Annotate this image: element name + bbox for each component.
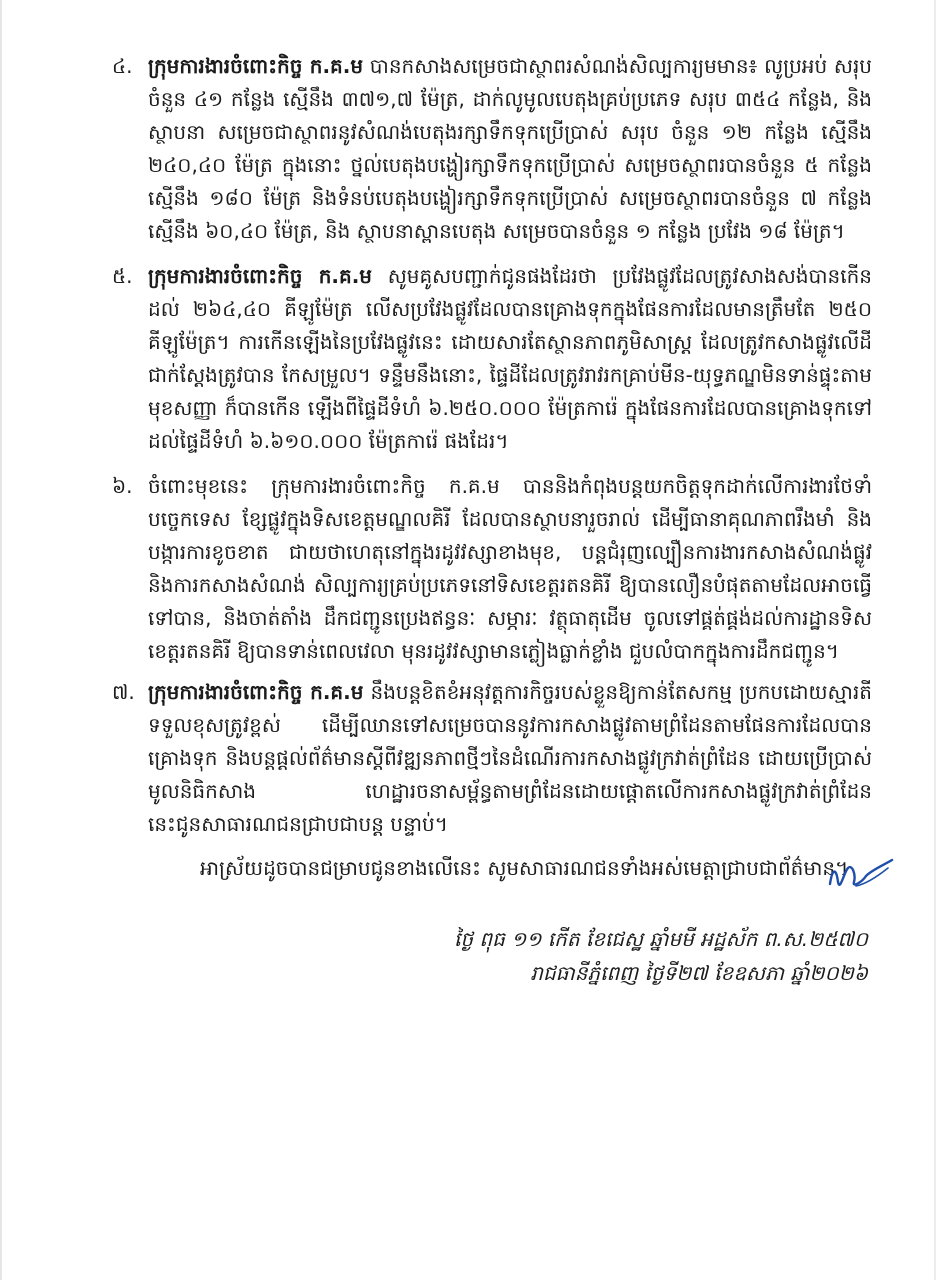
item-number: ៧. bbox=[112, 680, 135, 704]
paragraph-item-6 bbox=[112, 470, 872, 668]
closing-statement: អាស្រ័យដូចបានជម្រាបជូនខាងលើនេះ សូមសាធារណជនទាំងអស់មេត្តាជ្រាបជាព័ត៌មាន។ bbox=[200, 856, 849, 880]
item-body bbox=[148, 260, 872, 458]
date-block bbox=[454, 922, 868, 990]
item-number: ៤. bbox=[112, 54, 133, 78]
item-text: ចំពោះមុខនេះ ក្រុមការងារចំពោះកិច្ច ក.គ.ម បាននិងកំពុងបន្តយកចិត្តទុកដាក់លើការងារថែទាំបច្ចេកទេស ខ្សែផ្លូវក្នុងទិសខេត្តមណ្ឌលគិរី ដែលបានស្ថាបនារួចរាល់ ដើម្បីធានាគុណភាពរឹងមាំ និងបង្ការការខូចខាត ជាយថាហេតុនៅក្នុងរដូវវស្សាខាងមុខ, បន្តជំរុញល្បឿនការងារកសាងសំណង់ផ្លូវ និងការកសាងសំណង់ សិល្បការ្យគ្រប់ប្រភេទនៅទិសខេត្តរតនគិរី ឱ្យបានលឿនបំផុតតាមដែលអាចធ្វើទៅបាន, និងចាត់តាំង ដឹកជញ្ជូនប្រេងឥន្ធនៈ សម្ភារៈ វត្ថុធាតុដើម ចូលទៅផ្គត់ផ្គង់ដល់ការដ្ឋានទិសខេត្តរតនគិរី ឱ្យបានទាន់ពេលវេលា មុនរដូវវស្សាមានភ្លៀងធ្លាក់ខ្លាំង ជួបលំបាកក្នុងការដឹកជញ្ជូន។ bbox=[148, 474, 872, 663]
item-lead: ក្រុមការងារចំពោះកិច្ច ក.គ.ម bbox=[148, 680, 364, 704]
item-text: បានកសាងសម្រេចជាស្ថាពរសំណង់សិល្បការ្យមមាន៖ លូប្រអប់ សរុប ចំនួន ៤១ កន្លែង ស្មើនឹង ៣៧១,៧ ម៉ែត្រ, ដាក់លូមូលបេតុងគ្រប់ប្រភេទ សរុប ៣៥៤ កន្លែង, និងស្ថាបនា សម្រេចជាស្ថាពរនូវសំណង់បេតុងរក្សាទឹកទុកប្រើប្រាស់ សរុប ចំនួន ១២ កន្លែង ស្មើនឹង ២៤០,៤០ ម៉ែត្រ ក្នុងនោះ ថ្នល់បេតុងបង្ហៀរក្សាទឹកទុកប្រើប្រាស់ សម្រេចស្ថាពរបានចំនួន ៥ កន្លែង ស្មើនឹង ១៨០ ម៉ែត្រ និងទំនប់បេតុងបង្ហៀរក្សាទឹកទុកប្រើប្រាស់ សម្រេចស្ថាពរបានចំនួន ៧ កន្លែង ស្មើនឹង ៦០,៤០ ម៉ែត្រ, និង ស្ថាបនាស្ពានបេតុង សម្រេចបានចំនួន ១ កន្លែង ប្រវែង ១៨ ម៉ែត្រ។ bbox=[148, 54, 872, 243]
item-body bbox=[148, 676, 872, 841]
paragraph-item-7 bbox=[112, 676, 872, 841]
lunar-date: ថ្ងៃ ពុធ ១១ កើត ខែជេស្ឋ ឆ្នាំមមី អដ្ឋស័ក ព.ស.២៥៧០ bbox=[454, 927, 868, 951]
item-number: ៦. bbox=[112, 474, 133, 498]
item-text: នឹងបន្តខិតខំអនុវត្តការកិច្ចរបស់ខ្លួនឱ្យកាន់តែសកម្ម ប្រកបដោយស្មារតី ទទួលខុសត្រូវខ្ពស់ ដើម្បីឈានទៅសម្រេចបាននូវការកសាងផ្លូវតាមព្រំដែនតាមផែនការដែលបានគ្រោងទុក និងបន្តផ្តល់ព័ត៌មានស្តីពីវឌ្ឍនភាពថ្មីៗនៃដំណើរការកសាងផ្លូវក្រវាត់ព្រំដែន ដោយប្រើប្រាស់មូលនិធិកសាង ហេដ្ឋារចនាសម្ព័ន្ធតាមព្រំដែនដោយផ្តោតលើការកសាងផ្លូវក្រវាត់ព្រំដែននេះជូនសាធារណជនជ្រាបជាបន្ត បន្ទាប់។ bbox=[148, 680, 872, 836]
signature-mark bbox=[826, 852, 896, 902]
item-body bbox=[148, 470, 872, 668]
paragraph-item-5 bbox=[112, 260, 872, 458]
item-text: សូមគូសបញ្ជាក់ជូនផងដែរថា ប្រវែងផ្លូវដែលត្រូវសាងសង់បានកើនដល់ ២៦៤,៤០ គីឡូម៉ែត្រ លើសប្រវែងផ្លូវដែលបានគ្រោងទុកក្នុងផែនការដែលមានត្រឹមតែ ២៥០ គីឡូម៉ែត្រ។ ការកើនឡើងនៃប្រវែងផ្លូវនេះ ដោយសារតែស្ថានភាពភូមិសាស្ត្រ ដែលត្រូវកសាងផ្លូវលើដីជាក់ស្តែងត្រូវបាន កែសម្រួល។ ទន្ទឹមនឹងនោះ, ផ្ទៃដីដែលត្រូវរាវរកគ្រាប់មីន-យុទ្ធភណ្ឌមិនទាន់ផ្ទុះតាមមុខសញ្ញា ក៏បានកើន ឡើងពីផ្ទៃដីទំហំ ៦.២៥០.០០០ ម៉ែត្រការ៉េ ក្នុងផែនការដែលបានគ្រោងទុកទៅដល់ផ្ទៃដីទំហំ ៦.៦១០.០០០ ម៉ែត្រការ៉េ ផងដែរ។ bbox=[148, 264, 872, 453]
paragraph-item-4 bbox=[112, 50, 872, 248]
item-lead: ក្រុមការងារចំពោះកិច្ច ក.គ.ម bbox=[148, 264, 372, 288]
item-number: ៥. bbox=[112, 264, 133, 288]
solar-date-place: រាជធានីភ្នំពេញ ថ្ងៃទី២៧ ខែឧសភា ឆ្នាំ២០២៦ bbox=[530, 961, 868, 985]
item-lead: ក្រុមការងារចំពោះកិច្ច ក.គ.ម bbox=[148, 54, 364, 78]
item-body bbox=[148, 50, 872, 248]
